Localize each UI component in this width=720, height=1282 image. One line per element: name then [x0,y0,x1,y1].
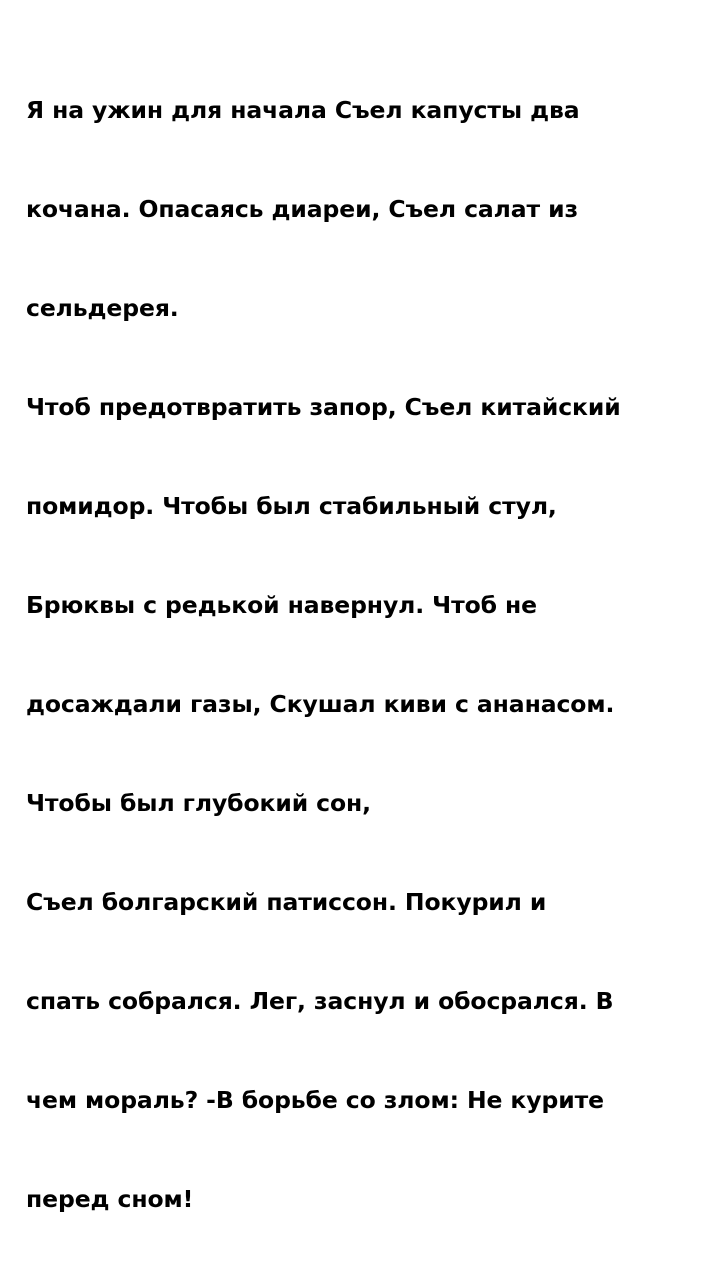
poem-line: кочана. Опасаясь диареи, Съел салат из [26,195,579,223]
poem-line: помидор. Чтобы был стабильный стул, [26,492,557,520]
poem-line: досаждали газы, Скушал киви с ананасом. [26,690,615,718]
poem-line: сельдерея. [26,294,179,322]
poem-line: Съел болгарский патиссон. Покурил и [26,888,547,916]
poem-text-block [26,28,694,1282]
poem-line: чем мораль? -В борьбе со злом: Не курите [26,1086,604,1114]
poem-line: Брюквы с редькой навернул. Чтоб не [26,591,538,619]
poem-line: Чтоб предотвратить запор, Съел китайский [26,393,621,421]
poem-line: перед сном! [26,1185,194,1213]
poem-line: спать собрался. Лег, заснул и обосрался. В [26,987,614,1015]
poem-line: Чтобы был глубокий сон, [26,789,372,817]
poem-line: Я на ужин для начала Съел капусты два [26,96,580,124]
